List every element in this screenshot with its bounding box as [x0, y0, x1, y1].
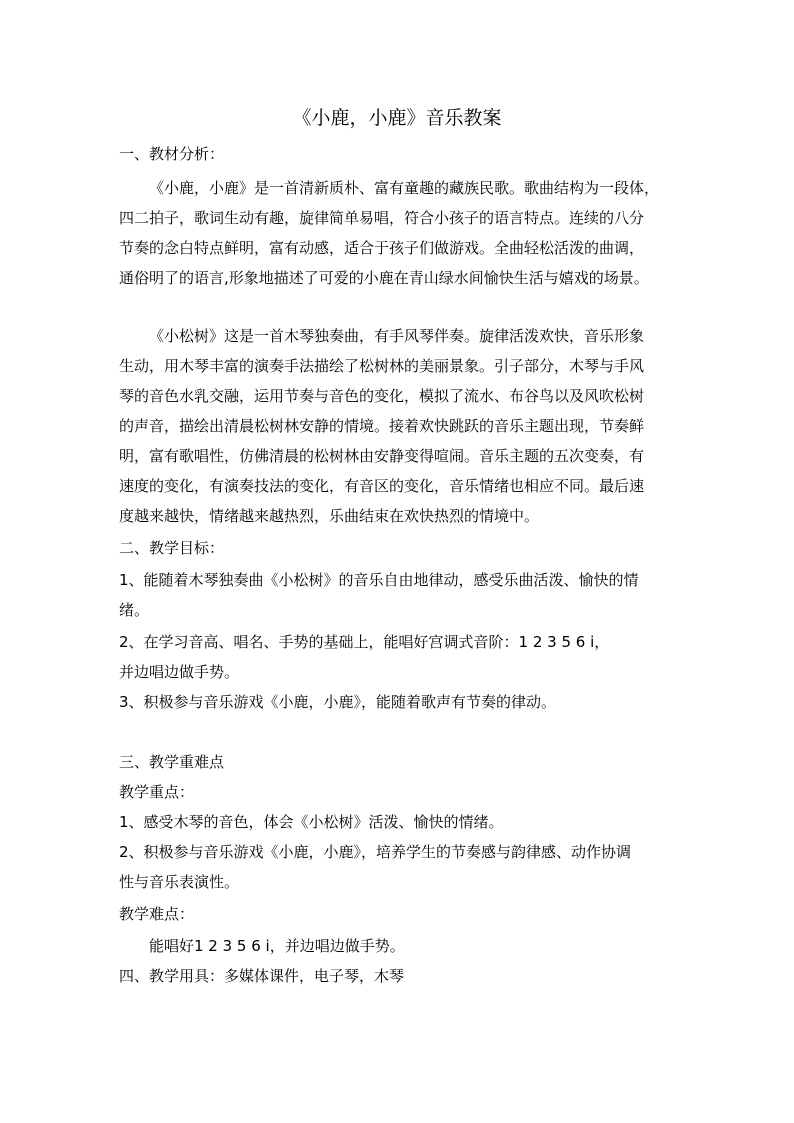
paragraph-line: 《小鹿，小鹿》是一首清新质朴、富有童趣的藏族民歌。歌曲结构为一段体， [149, 179, 660, 197]
section-heading-teaching-tools: 四、教学用具：多媒体课件，电子琴，木琴 [119, 967, 405, 985]
goal-line: 绪。 [119, 601, 150, 619]
paragraph-line: 度越来越快，情绪越来越热烈，乐曲结束在欢快热烈的情境中。 [119, 507, 540, 525]
paragraph-line: 《小松树》这是一首木琴独奏曲，有手风琴伴奏。旋律活泼欢快，音乐形象 [149, 327, 645, 345]
goal-line: 3、积极参与音乐游戏《小鹿，小鹿》，能随着歌声有节奏的律动。 [119, 693, 557, 711]
section-heading-key-difficulties: 三、教学重难点 [119, 753, 225, 771]
paragraph-line: 琴的音色水乳交融，运用节奏与音色的变化，模拟了流水、布谷鸟以及风吹松树 [119, 387, 645, 405]
section-heading-textbook-analysis: 一、教材分析： [119, 145, 225, 163]
goal-line: 2、在学习音高、唱名、手势的基础上，能唱好宫调式音阶：1 2 3 5 6 i， [119, 633, 610, 651]
paragraph-line: 节奏的念白特点鲜明，富有动感，适合于孩子们做游戏。全曲轻松活泼的曲调， [119, 239, 645, 257]
difficulty-line: 能唱好1 2 3 5 6 i，并边唱边做手势。 [149, 937, 405, 955]
difficulty-heading: 教学难点： [119, 905, 195, 923]
paragraph-line: 明，富有歌唱性，仿佛清晨的松树林由安静变得喧闹。音乐主题的五次变奏，有 [119, 447, 645, 465]
paragraph-line: 通俗明了的语言,形象地描述了可爱的小鹿在青山绿水间愉快生活与嬉戏的场景。 [119, 269, 649, 287]
paragraph-line: 四二拍子，歌词生动有趣，旋律简单易唱，符合小孩子的语言特点。连续的八分 [119, 209, 645, 227]
key-point-line: 1、感受木琴的音色，体会《小松树》活泼、愉快的情绪。 [119, 813, 504, 831]
paragraph-line: 速度的变化，有演奏技法的变化，有音区的变化，音乐情绪也相应不同。最后速 [119, 477, 645, 495]
paragraph-line: 的声音，描绘出清晨松树林安静的情境。接着欢快跳跃的音乐主题出现，节奏鲜 [119, 417, 645, 435]
key-point-line: 2、积极参与音乐游戏《小鹿，小鹿》，培养学生的节奏感与韵律感、动作协调 [119, 843, 632, 861]
section-heading-teaching-goals: 二、教学目标： [119, 539, 225, 557]
goal-line: 1、能随着木琴独奏曲《小松树》的音乐自由地律动，感受乐曲活泼、愉快的情 [119, 571, 639, 589]
document-title: 《小鹿，小鹿》音乐教案 [292, 107, 502, 129]
paragraph-line: 生动，用木琴丰富的演奏手法描绘了松树林的美丽景象。引子部分，木琴与手风 [119, 357, 645, 375]
key-points-heading: 教学重点： [119, 783, 195, 801]
key-point-line: 性与音乐表演性。 [119, 873, 240, 891]
goal-line: 并边唱边做手势。 [119, 663, 240, 681]
